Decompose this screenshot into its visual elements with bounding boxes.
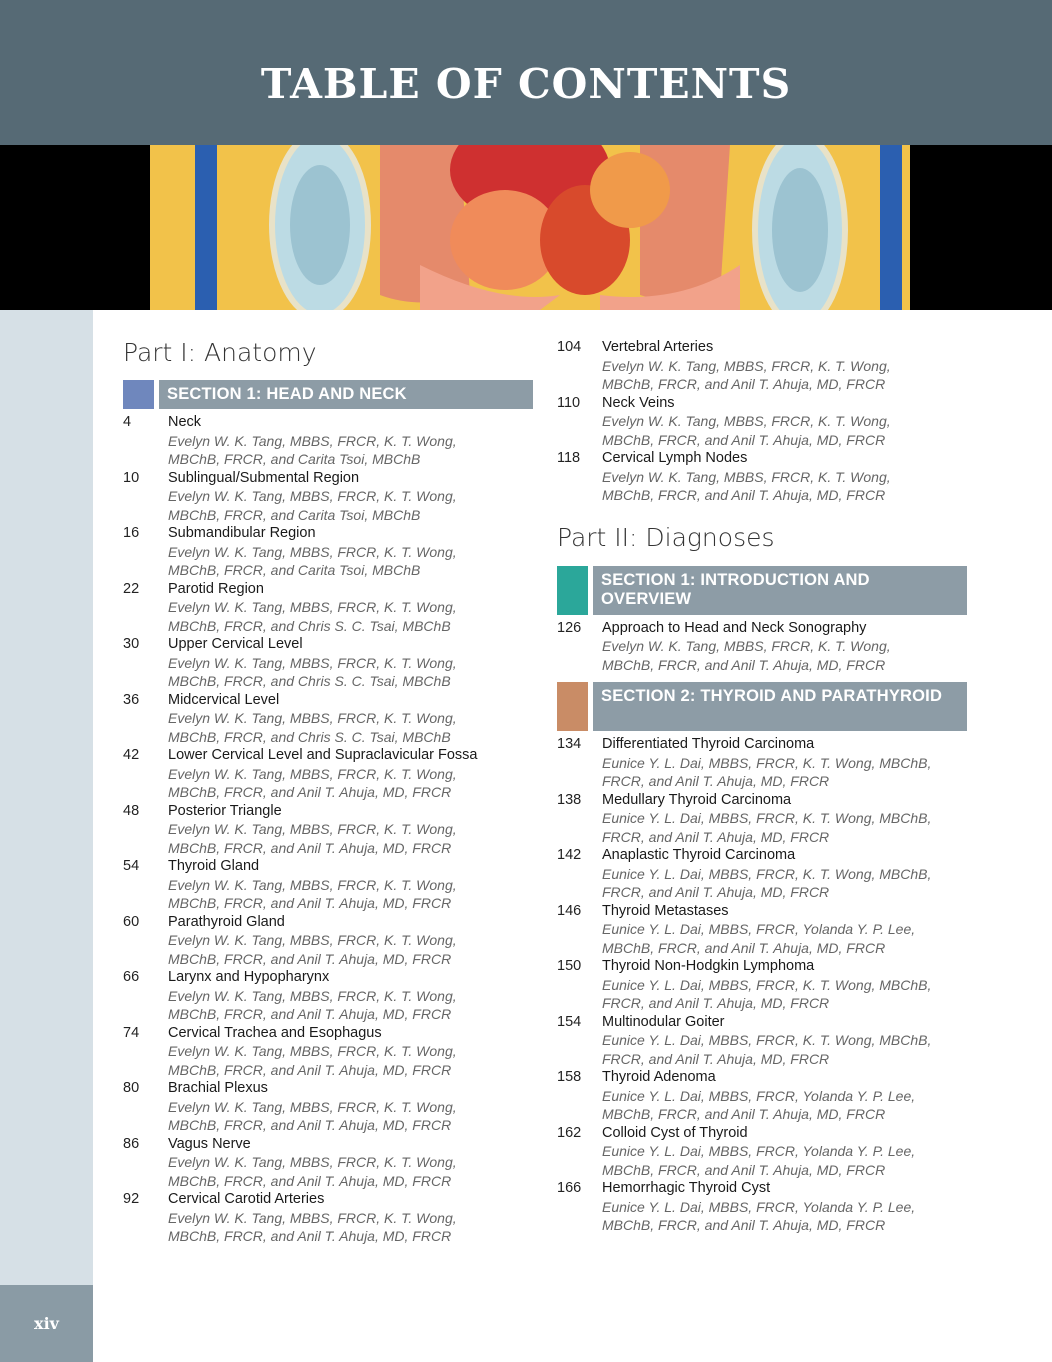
toc-entry-body bbox=[168, 691, 533, 747]
toc-entry[interactable] bbox=[123, 857, 533, 913]
toc-entry-authors: Evelyn W. K. Tang, MBBS, FRCR, K. T. Wong, MBChB, FRCR, and Anil T. Ahuja, MD, FRCR bbox=[168, 1209, 457, 1244]
toc-entry[interactable] bbox=[123, 413, 533, 469]
toc-entry[interactable] bbox=[123, 1024, 533, 1080]
toc-entry-page: 126 bbox=[557, 619, 582, 636]
toc-entry-authors: Evelyn W. K. Tang, MBBS, FRCR, K. T. Wong, MBChB, FRCR, and Anil T. Ahuja, MD, FRCR bbox=[168, 1043, 457, 1078]
toc-entry-body bbox=[168, 635, 533, 691]
toc-entry-authors: Evelyn W. K. Tang, MBBS, FRCR, K. T. Wong, MBChB, FRCR, and Anil T. Ahuja, MD, FRCR bbox=[168, 1154, 457, 1189]
toc-entry-page: 146 bbox=[557, 902, 582, 919]
toc-entry-authors: Evelyn W. K. Tang, MBBS, FRCR, K. T. Wong, MBChB, FRCR, and Anil T. Ahuja, MD, FRCR bbox=[168, 1098, 457, 1133]
toc-entry-authors: Evelyn W. K. Tang, MBBS, FRCR, K. T. Wong, MBChB, FRCR, and Anil T. Ahuja, MD, FRCR bbox=[602, 638, 891, 673]
toc-entry-title[interactable]: Cervical Lymph Nodes bbox=[602, 450, 748, 466]
toc-entry-authors: Eunice Y. L. Dai, MBBS, FRCR, Yolanda Y. P. Lee, MBChB, FRCR, and Anil T. Ahuja, MD, FRCR bbox=[602, 1198, 916, 1233]
toc-entry-body bbox=[168, 1024, 533, 1080]
toc-left-column bbox=[123, 338, 533, 1246]
toc-entry[interactable] bbox=[557, 1124, 967, 1180]
toc-entry-page: 16 bbox=[123, 525, 140, 541]
toc-entry-title[interactable]: Sublingual/Submental Region bbox=[168, 469, 360, 486]
toc-entry-authors: Eunice Y. L. Dai, MBBS, FRCR, K. T. Wong, MBChB, FRCR, and Anil T. Ahuja, MD, FRCR bbox=[602, 865, 932, 900]
toc-entry-list bbox=[123, 413, 533, 1246]
toc-entry-authors: Eunice Y. L. Dai, MBBS, FRCR, K. T. Wong, MBChB, FRCR, and Anil T. Ahuja, MD, FRCR bbox=[602, 976, 932, 1011]
toc-entry-body bbox=[168, 857, 533, 913]
toc-entry-title[interactable]: Vagus Nerve bbox=[168, 1135, 251, 1152]
toc-entry-authors: Evelyn W. K. Tang, MBBS, FRCR, K. T. Wong, MBChB, FRCR, and Chris S. C. Tsai, MBChB bbox=[168, 599, 457, 634]
toc-entry-authors: Evelyn W. K. Tang, MBBS, FRCR, K. T. Wong, MBChB, FRCR, and Carita Tsoi, MBChB bbox=[168, 432, 457, 467]
page-title: TABLE OF CONTENTS bbox=[260, 59, 792, 108]
toc-entry-body bbox=[602, 449, 967, 505]
toc-entry[interactable] bbox=[557, 449, 967, 505]
toc-entry-page: 30 bbox=[123, 636, 140, 652]
section-label: SECTION 1: HEAD AND NECK bbox=[159, 380, 533, 409]
toc-entry-page: 162 bbox=[557, 1124, 582, 1141]
toc-entry[interactable] bbox=[123, 580, 533, 636]
toc-entry-body bbox=[168, 802, 533, 858]
toc-entry-body bbox=[168, 1135, 533, 1191]
toc-entry-body bbox=[168, 746, 533, 802]
toc-entry-authors: Eunice Y. L. Dai, MBBS, FRCR, Yolanda Y. P. Lee, MBChB, FRCR, and Anil T. Ahuja, MD, FRCR bbox=[602, 921, 916, 956]
toc-entry-title[interactable]: Lower Cervical Level and Supraclavicular Fossa bbox=[168, 747, 478, 763]
toc-entry-title[interactable]: Thyroid Gland bbox=[168, 858, 260, 874]
toc-right-column bbox=[557, 338, 967, 1235]
toc-entry-page: 80 bbox=[123, 1080, 140, 1096]
toc-entry-title[interactable]: Vertebral Arteries bbox=[602, 339, 714, 355]
toc-entry-title[interactable]: Thyroid Adenoma bbox=[602, 1069, 716, 1085]
toc-entry-body bbox=[602, 338, 967, 394]
toc-entry-page: 86 bbox=[123, 1135, 140, 1152]
toc-entry[interactable] bbox=[123, 691, 533, 747]
toc-entry-page: 134 bbox=[557, 736, 582, 752]
anatomy-banner-illustration bbox=[0, 145, 1052, 310]
toc-entry-page: 60 bbox=[123, 913, 140, 930]
toc-entry-page: 42 bbox=[123, 747, 140, 763]
part-title: Part I: Anatomy bbox=[123, 338, 317, 367]
toc-entry[interactable] bbox=[557, 1013, 967, 1069]
toc-entry-title[interactable]: Larynx and Hypopharynx bbox=[168, 969, 330, 985]
toc-entry-page: 74 bbox=[123, 1024, 140, 1041]
toc-entry-body bbox=[168, 1190, 533, 1246]
part-title: Part II: Diagnoses bbox=[557, 522, 775, 552]
toc-entry-title[interactable]: Hemorrhagic Thyroid Cyst bbox=[602, 1180, 771, 1196]
toc-entry-page: 138 bbox=[557, 791, 582, 808]
toc-entry-authors: Evelyn W. K. Tang, MBBS, FRCR, K. T. Wong, MBChB, FRCR, and Anil T. Ahuja, MD, FRCR bbox=[602, 413, 891, 448]
toc-entry[interactable] bbox=[557, 735, 967, 791]
toc-entry-list bbox=[557, 735, 967, 1235]
toc-entry-title[interactable]: Midcervical Level bbox=[168, 691, 280, 708]
toc-entry-title[interactable]: Parathyroid Gland bbox=[168, 913, 285, 930]
anatomy-illustration bbox=[0, 145, 1052, 310]
page-number: xiv bbox=[34, 1314, 59, 1333]
toc-entry-body bbox=[168, 580, 533, 636]
toc-entry[interactable] bbox=[557, 619, 967, 675]
toc-entry-body bbox=[602, 394, 967, 450]
toc-entry-page: 158 bbox=[557, 1069, 582, 1085]
toc-entry-page: 104 bbox=[557, 339, 582, 355]
toc-entry-body bbox=[602, 1179, 967, 1235]
toc-entry-title[interactable]: Thyroid Metastases bbox=[602, 902, 729, 919]
toc-entry-body bbox=[168, 413, 533, 469]
toc-entry-title[interactable]: Neck bbox=[168, 414, 202, 430]
toc-entry-title[interactable]: Multinodular Goiter bbox=[602, 1013, 725, 1030]
toc-entry[interactable] bbox=[557, 1068, 967, 1124]
toc-entry[interactable] bbox=[123, 635, 533, 691]
toc-entry-title[interactable]: Medullary Thyroid Carcinoma bbox=[602, 791, 792, 808]
toc-entry-page: 10 bbox=[123, 469, 140, 486]
section-header bbox=[123, 380, 533, 409]
side-strip bbox=[0, 310, 93, 1285]
toc-entry-authors: Eunice Y. L. Dai, MBBS, FRCR, K. T. Wong, MBChB, FRCR, and Anil T. Ahuja, MD, FRCR bbox=[602, 810, 932, 845]
toc-entry-authors: Evelyn W. K. Tang, MBBS, FRCR, K. T. Wong, MBChB, FRCR, and Carita Tsoi, MBChB bbox=[168, 488, 457, 523]
section-header bbox=[557, 566, 967, 615]
toc-entry-page: 150 bbox=[557, 958, 582, 974]
toc-entry-body bbox=[602, 619, 967, 675]
section-color-swatch bbox=[557, 682, 588, 731]
toc-entry[interactable] bbox=[123, 469, 533, 525]
toc-entry-title[interactable]: Approach to Head and Neck Sonography bbox=[602, 619, 867, 636]
toc-entry-page: 154 bbox=[557, 1013, 582, 1030]
toc-entry-body bbox=[602, 846, 967, 902]
toc-entry-list bbox=[557, 619, 967, 675]
toc-entry-title[interactable]: Upper Cervical Level bbox=[168, 636, 303, 652]
toc-entry-authors: Evelyn W. K. Tang, MBBS, FRCR, K. T. Wong, MBChB, FRCR, and Anil T. Ahuja, MD, FRCR bbox=[168, 821, 457, 856]
toc-entry-title[interactable]: Posterior Triangle bbox=[168, 802, 282, 819]
toc-entry[interactable] bbox=[557, 338, 967, 394]
toc-entry-title[interactable]: Colloid Cyst of Thyroid bbox=[602, 1124, 748, 1141]
toc-entry-authors: Evelyn W. K. Tang, MBBS, FRCR, K. T. Wong, MBChB, FRCR, and Chris S. C. Tsai, MBChB bbox=[168, 710, 457, 745]
toc-entry[interactable] bbox=[123, 802, 533, 858]
toc-entry-title[interactable]: Cervical Trachea and Esophagus bbox=[168, 1024, 382, 1041]
toc-entry[interactable] bbox=[123, 913, 533, 969]
section-color-swatch bbox=[123, 380, 154, 409]
toc-entry-body bbox=[602, 1013, 967, 1069]
toc-entry[interactable] bbox=[557, 1179, 967, 1235]
toc-entry-title[interactable]: Anaplastic Thyroid Carcinoma bbox=[602, 847, 796, 863]
toc-entry-authors: Eunice Y. L. Dai, MBBS, FRCR, Yolanda Y. P. Lee, MBChB, FRCR, and Anil T. Ahuja, MD, FRCR bbox=[602, 1143, 916, 1178]
toc-entry[interactable] bbox=[123, 524, 533, 580]
toc-entry-body bbox=[168, 524, 533, 580]
toc-entry-authors: Evelyn W. K. Tang, MBBS, FRCR, K. T. Wong, MBChB, FRCR, and Anil T. Ahuja, MD, FRCR bbox=[168, 765, 457, 800]
toc-entry-title[interactable]: Brachial Plexus bbox=[168, 1080, 268, 1096]
toc-entry[interactable] bbox=[123, 1135, 533, 1191]
toc-entry-title[interactable]: Parotid Region bbox=[168, 580, 264, 597]
page-footer bbox=[0, 1285, 93, 1362]
toc-entry-authors: Evelyn W. K. Tang, MBBS, FRCR, K. T. Wong, MBChB, FRCR, and Anil T. Ahuja, MD, FRCR bbox=[602, 357, 891, 392]
toc-entry-authors: Evelyn W. K. Tang, MBBS, FRCR, K. T. Wong, MBChB, FRCR, and Carita Tsoi, MBChB bbox=[168, 543, 457, 578]
toc-entry-authors: Eunice Y. L. Dai, MBBS, FRCR, K. T. Wong, MBChB, FRCR, and Anil T. Ahuja, MD, FRCR bbox=[602, 754, 932, 789]
toc-entry-page: 110 bbox=[557, 394, 581, 411]
toc-entry[interactable] bbox=[123, 746, 533, 802]
toc-entry-authors: Evelyn W. K. Tang, MBBS, FRCR, K. T. Wong, MBChB, FRCR, and Anil T. Ahuja, MD, FRCR bbox=[602, 468, 891, 503]
toc-entry-body bbox=[602, 1124, 967, 1180]
toc-entry-body bbox=[602, 1068, 967, 1124]
toc-entry-page: 66 bbox=[123, 969, 140, 985]
toc-entry-title[interactable]: Neck Veins bbox=[602, 394, 675, 411]
toc-entry-authors: Evelyn W. K. Tang, MBBS, FRCR, K. T. Wong, MBChB, FRCR, and Anil T. Ahuja, MD, FRCR bbox=[168, 987, 457, 1022]
section-label: SECTION 2: THYROID AND PARATHYROID bbox=[593, 682, 967, 731]
toc-entry-page: 22 bbox=[123, 580, 140, 597]
toc-entry-body bbox=[602, 957, 967, 1013]
toc-entry-body bbox=[168, 913, 533, 969]
header-band bbox=[0, 0, 1052, 145]
toc-entry[interactable] bbox=[123, 968, 533, 1024]
toc-entry[interactable] bbox=[557, 902, 967, 958]
toc-entry-page: 142 bbox=[557, 847, 582, 863]
toc-entry-page: 118 bbox=[557, 450, 581, 466]
toc-entry-title[interactable]: Cervical Carotid Arteries bbox=[168, 1191, 325, 1207]
toc-entry-page: 54 bbox=[123, 858, 140, 874]
toc-entry-page: 92 bbox=[123, 1191, 140, 1207]
toc-entry-body bbox=[602, 902, 967, 958]
toc-entry[interactable] bbox=[557, 846, 967, 902]
toc-entry[interactable] bbox=[123, 1190, 533, 1246]
toc-entry-body bbox=[168, 469, 533, 525]
toc-entry-page: 166 bbox=[557, 1180, 582, 1196]
toc-entry-authors: Eunice Y. L. Dai, MBBS, FRCR, Yolanda Y. P. Lee, MBChB, FRCR, and Anil T. Ahuja, MD, FRCR bbox=[602, 1087, 916, 1122]
toc-entry-page: 36 bbox=[123, 691, 140, 708]
toc-entry[interactable] bbox=[557, 957, 967, 1013]
toc-entry-list bbox=[557, 338, 967, 505]
section-label: SECTION 1: INTRODUCTION AND OVERVIEW bbox=[593, 566, 967, 615]
toc-entry[interactable] bbox=[123, 1079, 533, 1135]
toc-entry-body bbox=[602, 735, 967, 791]
toc-entry-authors: Evelyn W. K. Tang, MBBS, FRCR, K. T. Wong, MBChB, FRCR, and Chris S. C. Tsai, MBChB bbox=[168, 654, 457, 689]
toc-entry-title[interactable]: Submandibular Region bbox=[168, 525, 316, 541]
toc-entry[interactable] bbox=[557, 394, 967, 450]
toc-entry-page: 48 bbox=[123, 802, 140, 819]
toc-entry-body bbox=[602, 791, 967, 847]
toc-entry-body bbox=[168, 1079, 533, 1135]
toc-entry-authors: Eunice Y. L. Dai, MBBS, FRCR, K. T. Wong, MBChB, FRCR, and Anil T. Ahuja, MD, FRCR bbox=[602, 1032, 932, 1067]
toc-entry-title[interactable]: Thyroid Non-Hodgkin Lymphoma bbox=[602, 958, 815, 974]
section-header bbox=[557, 682, 967, 731]
toc-entry-body bbox=[168, 968, 533, 1024]
toc-entry[interactable] bbox=[557, 791, 967, 847]
section-color-swatch bbox=[557, 566, 588, 615]
toc-entry-title[interactable]: Differentiated Thyroid Carcinoma bbox=[602, 736, 815, 752]
toc-entry-page: 4 bbox=[123, 414, 132, 430]
toc-entry-authors: Evelyn W. K. Tang, MBBS, FRCR, K. T. Wong, MBChB, FRCR, and Anil T. Ahuja, MD, FRCR bbox=[168, 932, 457, 967]
toc-entry-authors: Evelyn W. K. Tang, MBBS, FRCR, K. T. Wong, MBChB, FRCR, and Anil T. Ahuja, MD, FRCR bbox=[168, 876, 457, 911]
